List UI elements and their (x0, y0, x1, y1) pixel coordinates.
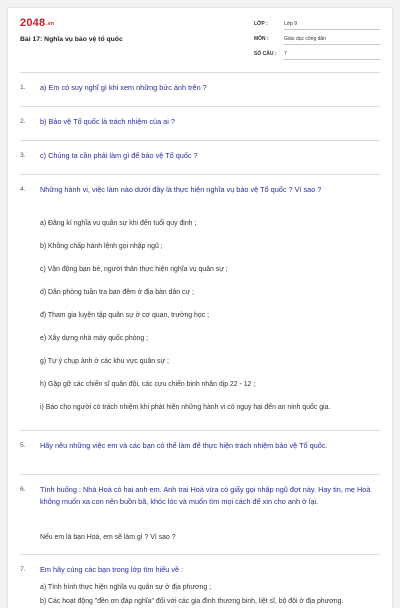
meta-class-value: Lớp 9 (284, 21, 380, 30)
divider (20, 430, 380, 431)
meta-subject-label: MÔN : (254, 36, 269, 42)
question-text: Em hãy cùng các bạn trong lớp tìm hiểu về : (40, 565, 184, 574)
meta-subject-value: Giáo dục công dân (284, 36, 380, 45)
q7-option-b: b) Các hoạt động "đền ơn đáp nghĩa" đối với các gia đình thương binh, liệt sĩ, bộ đội ở địa phương. (40, 598, 344, 605)
lesson-title: Bài 17: Nghĩa vụ bảo vệ tổ quốc (20, 36, 123, 43)
meta-count-value: 7 (284, 51, 380, 60)
divider (20, 174, 380, 175)
question-text: Tình huống : Nhà Hoà có hai anh em. Anh trai Hoà vừa có giấy gọi nhập ngũ đợt này. Hay tin, mẹ Hoà không muốn xa con nên buồn bã, khóc lóc và muốn tìm mọi cách để xin cho anh ở lại. (40, 485, 371, 506)
q4-option-dd: đ) Tham gia luyện tập quân sự ở cơ quan, trường học ; (40, 312, 209, 319)
q4-option-g: g) Tự ý chụp ảnh ở các khu vực quân sự ; (40, 358, 169, 365)
question-number: 2. (20, 118, 26, 125)
meta-count-label: SỐ CÂU : (254, 51, 277, 57)
q7-option-a: a) Tình hình thực hiện nghĩa vụ quân sự ở địa phương ; (40, 584, 212, 591)
logo-suffix: .vn (46, 21, 55, 27)
question-text: b) Bảo vệ Tổ quốc là trách nhiệm của ai ? (40, 117, 175, 126)
question-number: 5. (20, 442, 26, 449)
q4-option-c: c) Vận động bạn bè, người thân thực hiện nghĩa vụ quân sự ; (40, 266, 228, 273)
page-header (8, 8, 392, 68)
question-number: 6. (20, 486, 26, 493)
q4-option-d: d) Dân phòng tuần tra ban đêm ở địa bàn dân cư ; (40, 289, 194, 296)
question-number: 4. (20, 186, 26, 193)
question-text: c) Chúng ta cần phải làm gì để bảo vệ Tổ quốc ? (40, 151, 198, 160)
q4-option-i: i) Báo cho người có trách nhiệm khi phát hiện những hành vi có nguy hại đến an ninh quốc gia. (40, 404, 331, 411)
site-logo[interactable] (20, 17, 54, 29)
divider (20, 106, 380, 107)
divider (20, 140, 380, 141)
q6-followup: Nếu em là bạn Hoà, em sẽ làm gì ? Vì sao ? (40, 534, 176, 541)
divider (20, 474, 380, 475)
question-text: Hãy nêu những việc em và các bạn có thể làm để thực hiện trách nhiệm bảo vệ Tổ quốc. (40, 441, 328, 450)
logo-text: 2048 (20, 17, 46, 29)
q4-option-a: a) Đăng kí nghĩa vụ quân sự khi đến tuổi quy định ; (40, 220, 197, 227)
question-number: 7. (20, 566, 26, 573)
question-text: a) Em có suy nghĩ gì khi xem những bức ảnh trên ? (40, 83, 207, 92)
divider (20, 554, 380, 555)
question-number: 3. (20, 152, 26, 159)
meta-class-label: LỚP : (254, 21, 268, 27)
question-text: Những hành vi, việc làm nào dưới đây là thực hiện nghĩa vụ bảo vệ Tổ quốc ? Vì sao ? (40, 185, 322, 194)
document-page (8, 8, 392, 608)
question-number: 1. (20, 84, 26, 91)
q4-option-h: h) Gặp gỡ các chiến sĩ quân đội, các cựu chiến binh nhân dịp 22 - 12 ; (40, 381, 256, 388)
q4-option-e: e) Xây dựng nhà máy quốc phòng ; (40, 335, 149, 342)
divider (20, 72, 380, 73)
q4-option-b: b) Không chấp hành lệnh gọi nhập ngũ ; (40, 243, 163, 250)
